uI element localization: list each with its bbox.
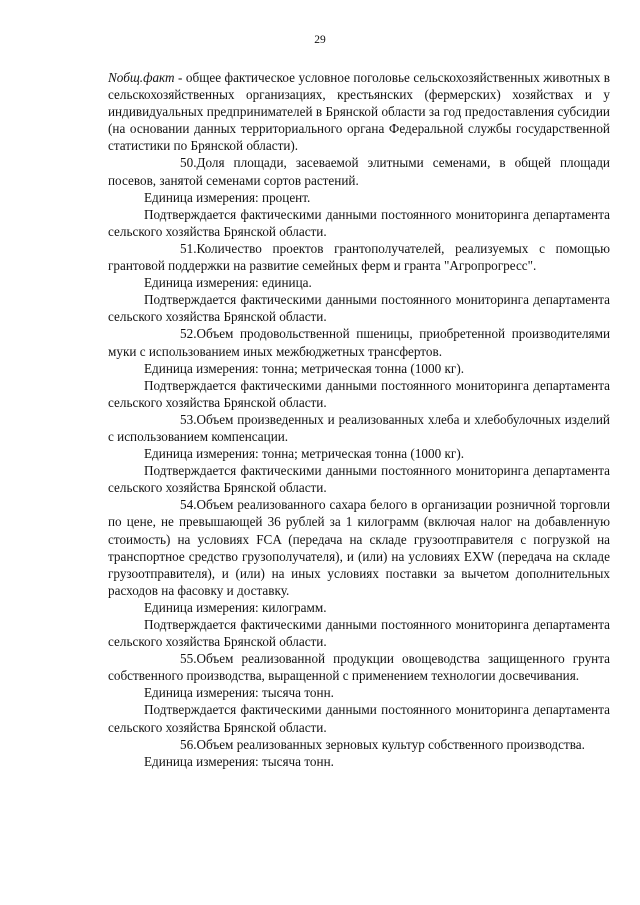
- source-paragraph: Подтверждается фактическими данными постоянного мониторинга департамента сельского хозяйства Брянской области.: [108, 617, 610, 650]
- unit-paragraph: Единица измерения: тонна; метрическая тонна (1000 кг).: [144, 446, 465, 462]
- item-text: Объем реализованных зерновых культур собственного производства.: [196, 736, 585, 752]
- item-number: 54.: [180, 497, 197, 513]
- item-number: 53.: [180, 411, 197, 427]
- item-paragraph: [108, 650, 610, 684]
- item-paragraph: [108, 154, 610, 188]
- item-text: Объем продовольственной пшеницы, приобретенной производителями муки с использованием иных межбюджетных трансфертов.: [108, 326, 610, 359]
- item-paragraph: [108, 325, 610, 359]
- unit-paragraph: Единица измерения: килограмм.: [144, 599, 327, 615]
- source-paragraph: Подтверждается фактическими данными постоянного мониторинга департамента сельского хозяйства Брянской области.: [108, 702, 610, 735]
- source-paragraph: Подтверждается фактическими данными постоянного мониторинга департамента сельского хозяйства Брянской области.: [108, 463, 610, 496]
- definition-text: - общее фактическое условное поголовье сельскохозяйственных животных в сельскохозяйственных организациях, крестьянских (фермерских) хозяйствах и у индивидуальных предпринимателей в Брянской области за год предоставления субсидии (на основании данных территориального органа Федеральной службы государственной статистики по Брянской области).: [108, 70, 610, 154]
- source-paragraph: Подтверждается фактическими данными постоянного мониторинга департамента сельского хозяйства Брянской области.: [108, 206, 610, 239]
- page-number: 29: [314, 34, 326, 46]
- item-number: 51.: [180, 240, 197, 256]
- source-paragraph: Подтверждается фактическими данными постоянного мониторинга департамента сельского хозяйства Брянской области.: [108, 292, 610, 325]
- item-paragraph: [108, 496, 610, 599]
- source-paragraph: Подтверждается фактическими данными постоянного мониторинга департамента сельского хозяйства Брянской области.: [108, 377, 610, 410]
- document-body: [108, 69, 610, 770]
- item-text: Доля площади, засеваемой элитными семенами, в общей площади посевов, занятой семенами сортов растений.: [108, 155, 610, 188]
- unit-paragraph: Единица измерения: тысяча тонн.: [144, 753, 334, 769]
- unit-paragraph: Единица измерения: единица.: [144, 275, 312, 291]
- definition-paragraph: [108, 69, 610, 154]
- item-text: Объем произведенных и реализованных хлеба и хлебобулочных изделий с использованием компенсации.: [108, 411, 610, 444]
- item-number: 56.: [180, 736, 197, 752]
- item-number: 50.: [180, 155, 197, 171]
- unit-paragraph: Единица измерения: процент.: [144, 189, 311, 205]
- item-text: Количество проектов грантополучателей, реализуемых с помощью грантовой поддержки на развитие семейных ферм и гранта "Агропрогресс".: [108, 240, 610, 274]
- item-number: 55.: [180, 651, 197, 667]
- item-text: Объем реализованной продукции овощеводства защищенного грунта собственного производства, выращенной с применением технологии досвечивания.: [108, 651, 610, 684]
- item-text: Объем реализованного сахара белого в организации розничной торговли по цене, не превышающей 36 рублей за 1 килограмм (включая налог на добавленную стоимость) на условиях FCA (передача на складе грузоотправителя с погрузкой на транспортное средство грузополучателя), и (или) на условиях EXW (передача на складе грузоотправителя), и (или) на иных условиях поставки за вычетом дополнительных расходов на фасовку и доставку.: [108, 497, 610, 598]
- unit-paragraph: Единица измерения: тысяча тонн.: [144, 685, 334, 701]
- item-paragraph: [108, 240, 610, 274]
- item-number: 52.: [180, 326, 197, 342]
- definition-term: Nобщ.факт: [108, 70, 175, 85]
- unit-paragraph: Единица измерения: тонна; метрическая тонна (1000 кг).: [144, 360, 465, 376]
- item-paragraph: [108, 411, 610, 445]
- item-paragraph: [108, 736, 610, 753]
